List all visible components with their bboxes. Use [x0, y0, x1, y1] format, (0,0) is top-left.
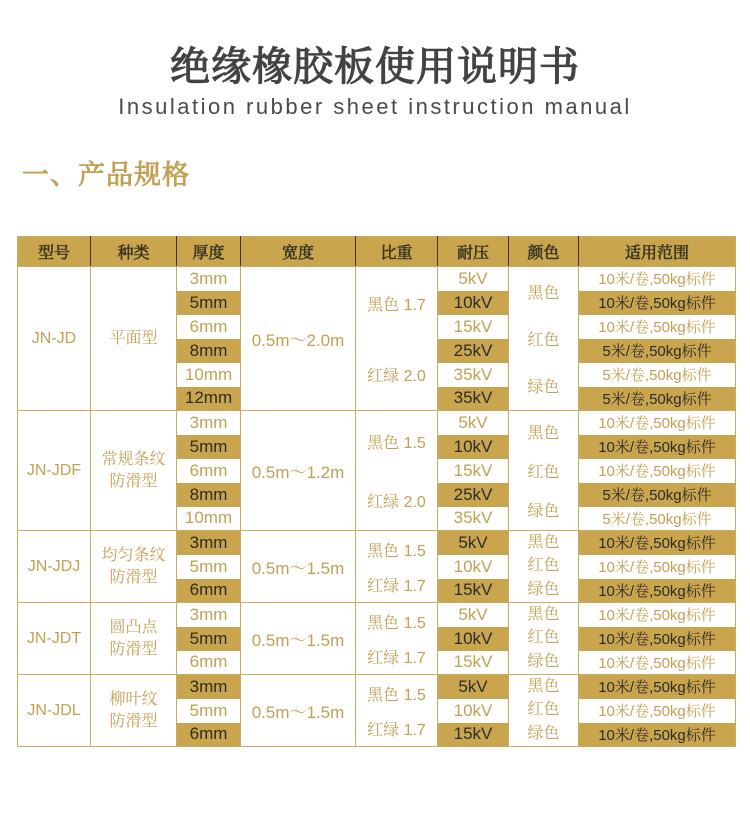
type-line: 防滑型: [109, 568, 158, 586]
gravity-cell: [356, 531, 438, 603]
color-line: 黑色: [527, 606, 560, 624]
scope-cell: 10米/卷,50kg标件: [579, 603, 736, 627]
model-cell: JN-JDJ: [18, 531, 91, 603]
gravity-cell: [356, 603, 438, 675]
scope-cell: 5米/卷,50kg标件: [579, 483, 736, 507]
model-cell: JN-JDL: [18, 675, 91, 747]
thickness-cell: 8mm: [177, 483, 241, 507]
table-row: [18, 675, 736, 699]
type-cell: [91, 675, 177, 747]
scope-cell: 10米/卷,50kg标件: [579, 315, 736, 339]
scope-cell: 10米/卷,50kg标件: [579, 531, 736, 555]
header-cell-width: 宽度: [241, 237, 356, 267]
table-row: [18, 411, 736, 435]
gravity-line: 红绿 2.0: [367, 493, 426, 511]
color-line: 黑色: [527, 424, 560, 442]
color-line: 黑色: [527, 534, 560, 552]
header-cell-model: 型号: [18, 237, 91, 267]
thickness-cell: 6mm: [177, 315, 241, 339]
spec-table: [17, 236, 736, 747]
gravity-cell: [356, 267, 438, 411]
type-cell: [91, 267, 177, 411]
color-line: 绿色: [527, 379, 560, 397]
header-cell-gravity: 比重: [356, 237, 438, 267]
type-line: 防滑型: [109, 472, 158, 490]
gravity-line: 黑色 1.5: [367, 542, 426, 560]
voltage-cell: 10kV: [438, 291, 509, 315]
type-line: 柳叶纹: [109, 690, 158, 708]
color-line: 红色: [527, 463, 560, 481]
thickness-cell: 3mm: [177, 411, 241, 435]
gravity-line: 红绿 2.0: [367, 367, 426, 385]
voltage-cell: 5kV: [438, 411, 509, 435]
voltage-cell: 10kV: [438, 555, 509, 579]
section-heading: 一、产品规格: [22, 160, 190, 190]
voltage-cell: 10kV: [438, 435, 509, 459]
gravity-line: 黑色 1.7: [367, 296, 426, 314]
type-cell: [91, 531, 177, 603]
type-cell: [91, 603, 177, 675]
thickness-cell: 5mm: [177, 435, 241, 459]
width-cell: 0.5m～1.5m: [241, 531, 356, 603]
gravity-cell: [356, 675, 438, 747]
type-cell: [91, 411, 177, 531]
thickness-cell: 3mm: [177, 531, 241, 555]
scope-cell: 10米/卷,50kg标件: [579, 651, 736, 675]
header-cell-type: 种类: [91, 237, 177, 267]
type-line: 圆凸点: [109, 618, 158, 636]
scope-cell: 10米/卷,50kg标件: [579, 699, 736, 723]
scope-cell: 10米/卷,50kg标件: [579, 723, 736, 747]
color-line: 红色: [527, 331, 560, 349]
type-line: 平面型: [109, 329, 158, 347]
scope-cell: 10米/卷,50kg标件: [579, 555, 736, 579]
thickness-cell: 5mm: [177, 555, 241, 579]
scope-cell: 5米/卷,50kg标件: [579, 507, 736, 531]
header-cell-thickness: 厚度: [177, 237, 241, 267]
model-cell: JN-JDT: [18, 603, 91, 675]
page-title: 绝缘橡胶板使用说明书: [170, 45, 580, 89]
page-subtitle: Insulation rubber sheet instruction manual: [118, 94, 632, 119]
width-cell: 0.5m～1.5m: [241, 675, 356, 747]
thickness-cell: 6mm: [177, 651, 241, 675]
gravity-line: 红绿 1.7: [367, 721, 426, 739]
color-line: 黑色: [527, 284, 560, 302]
color-cell: [509, 411, 579, 531]
width-cell: 0.5m～1.5m: [241, 603, 356, 675]
type-line: 防滑型: [109, 712, 158, 730]
scope-cell: 10米/卷,50kg标件: [579, 627, 736, 651]
width-cell: 0.5m～2.0m: [241, 267, 356, 411]
color-line: 绿色: [527, 724, 560, 742]
type-line: 均匀条纹: [101, 546, 166, 564]
voltage-cell: 5kV: [438, 531, 509, 555]
table-row: [18, 267, 736, 291]
color-line: 绿色: [527, 652, 560, 670]
header-cell-color: 颜色: [509, 237, 579, 267]
table-header-row: [18, 237, 736, 267]
thickness-cell: 10mm: [177, 363, 241, 387]
voltage-cell: 35kV: [438, 363, 509, 387]
type-line: 防滑型: [109, 640, 158, 658]
voltage-cell: 5kV: [438, 603, 509, 627]
voltage-cell: 15kV: [438, 315, 509, 339]
thickness-cell: 5mm: [177, 291, 241, 315]
voltage-cell: 10kV: [438, 627, 509, 651]
scope-cell: 5米/卷,50kg标件: [579, 339, 736, 363]
thickness-cell: 5mm: [177, 699, 241, 723]
thickness-cell: 5mm: [177, 627, 241, 651]
voltage-cell: 35kV: [438, 507, 509, 531]
scope-cell: 10米/卷,50kg标件: [579, 411, 736, 435]
gravity-line: 黑色 1.5: [367, 614, 426, 632]
gravity-line: 红绿 1.7: [367, 577, 426, 595]
voltage-cell: 15kV: [438, 651, 509, 675]
thickness-cell: 12mm: [177, 387, 241, 411]
table-row: [18, 603, 736, 627]
thickness-cell: 6mm: [177, 579, 241, 603]
voltage-cell: 35kV: [438, 387, 509, 411]
color-cell: [509, 267, 579, 411]
color-line: 红色: [527, 557, 560, 575]
gravity-cell: [356, 411, 438, 531]
gravity-line: 黑色 1.5: [367, 434, 426, 452]
thickness-cell: 8mm: [177, 339, 241, 363]
voltage-cell: 5kV: [438, 267, 509, 291]
color-cell: [509, 603, 579, 675]
width-cell: 0.5m～1.2m: [241, 411, 356, 531]
color-line: 红色: [527, 701, 560, 719]
gravity-line: 红绿 1.7: [367, 649, 426, 667]
thickness-cell: 3mm: [177, 267, 241, 291]
scope-cell: 10米/卷,50kg标件: [579, 675, 736, 699]
scope-cell: 10米/卷,50kg标件: [579, 435, 736, 459]
model-cell: JN-JD: [18, 267, 91, 411]
color-cell: [509, 531, 579, 603]
scope-cell: 5米/卷,50kg标件: [579, 363, 736, 387]
table-row: [18, 531, 736, 555]
scope-cell: 10米/卷,50kg标件: [579, 579, 736, 603]
color-line: 绿色: [527, 503, 560, 521]
color-line: 红色: [527, 629, 560, 647]
voltage-cell: 15kV: [438, 459, 509, 483]
voltage-cell: 5kV: [438, 675, 509, 699]
gravity-line: 黑色 1.5: [367, 686, 426, 704]
voltage-cell: 25kV: [438, 483, 509, 507]
voltage-cell: 15kV: [438, 723, 509, 747]
scope-cell: 5米/卷,50kg标件: [579, 387, 736, 411]
thickness-cell: 3mm: [177, 603, 241, 627]
voltage-cell: 25kV: [438, 339, 509, 363]
thickness-cell: 10mm: [177, 507, 241, 531]
color-line: 绿色: [527, 580, 560, 598]
type-line: 常规条纹: [101, 450, 166, 468]
color-cell: [509, 675, 579, 747]
thickness-cell: 6mm: [177, 723, 241, 747]
scope-cell: 10米/卷,50kg标件: [579, 291, 736, 315]
scope-cell: 10米/卷,50kg标件: [579, 459, 736, 483]
thickness-cell: 3mm: [177, 675, 241, 699]
model-cell: JN-JDF: [18, 411, 91, 531]
voltage-cell: 10kV: [438, 699, 509, 723]
voltage-cell: 15kV: [438, 579, 509, 603]
scope-cell: 10米/卷,50kg标件: [579, 267, 736, 291]
thickness-cell: 6mm: [177, 459, 241, 483]
header-cell-scope: 适用范围: [579, 237, 736, 267]
color-line: 黑色: [527, 678, 560, 696]
header-cell-voltage: 耐压: [438, 237, 509, 267]
